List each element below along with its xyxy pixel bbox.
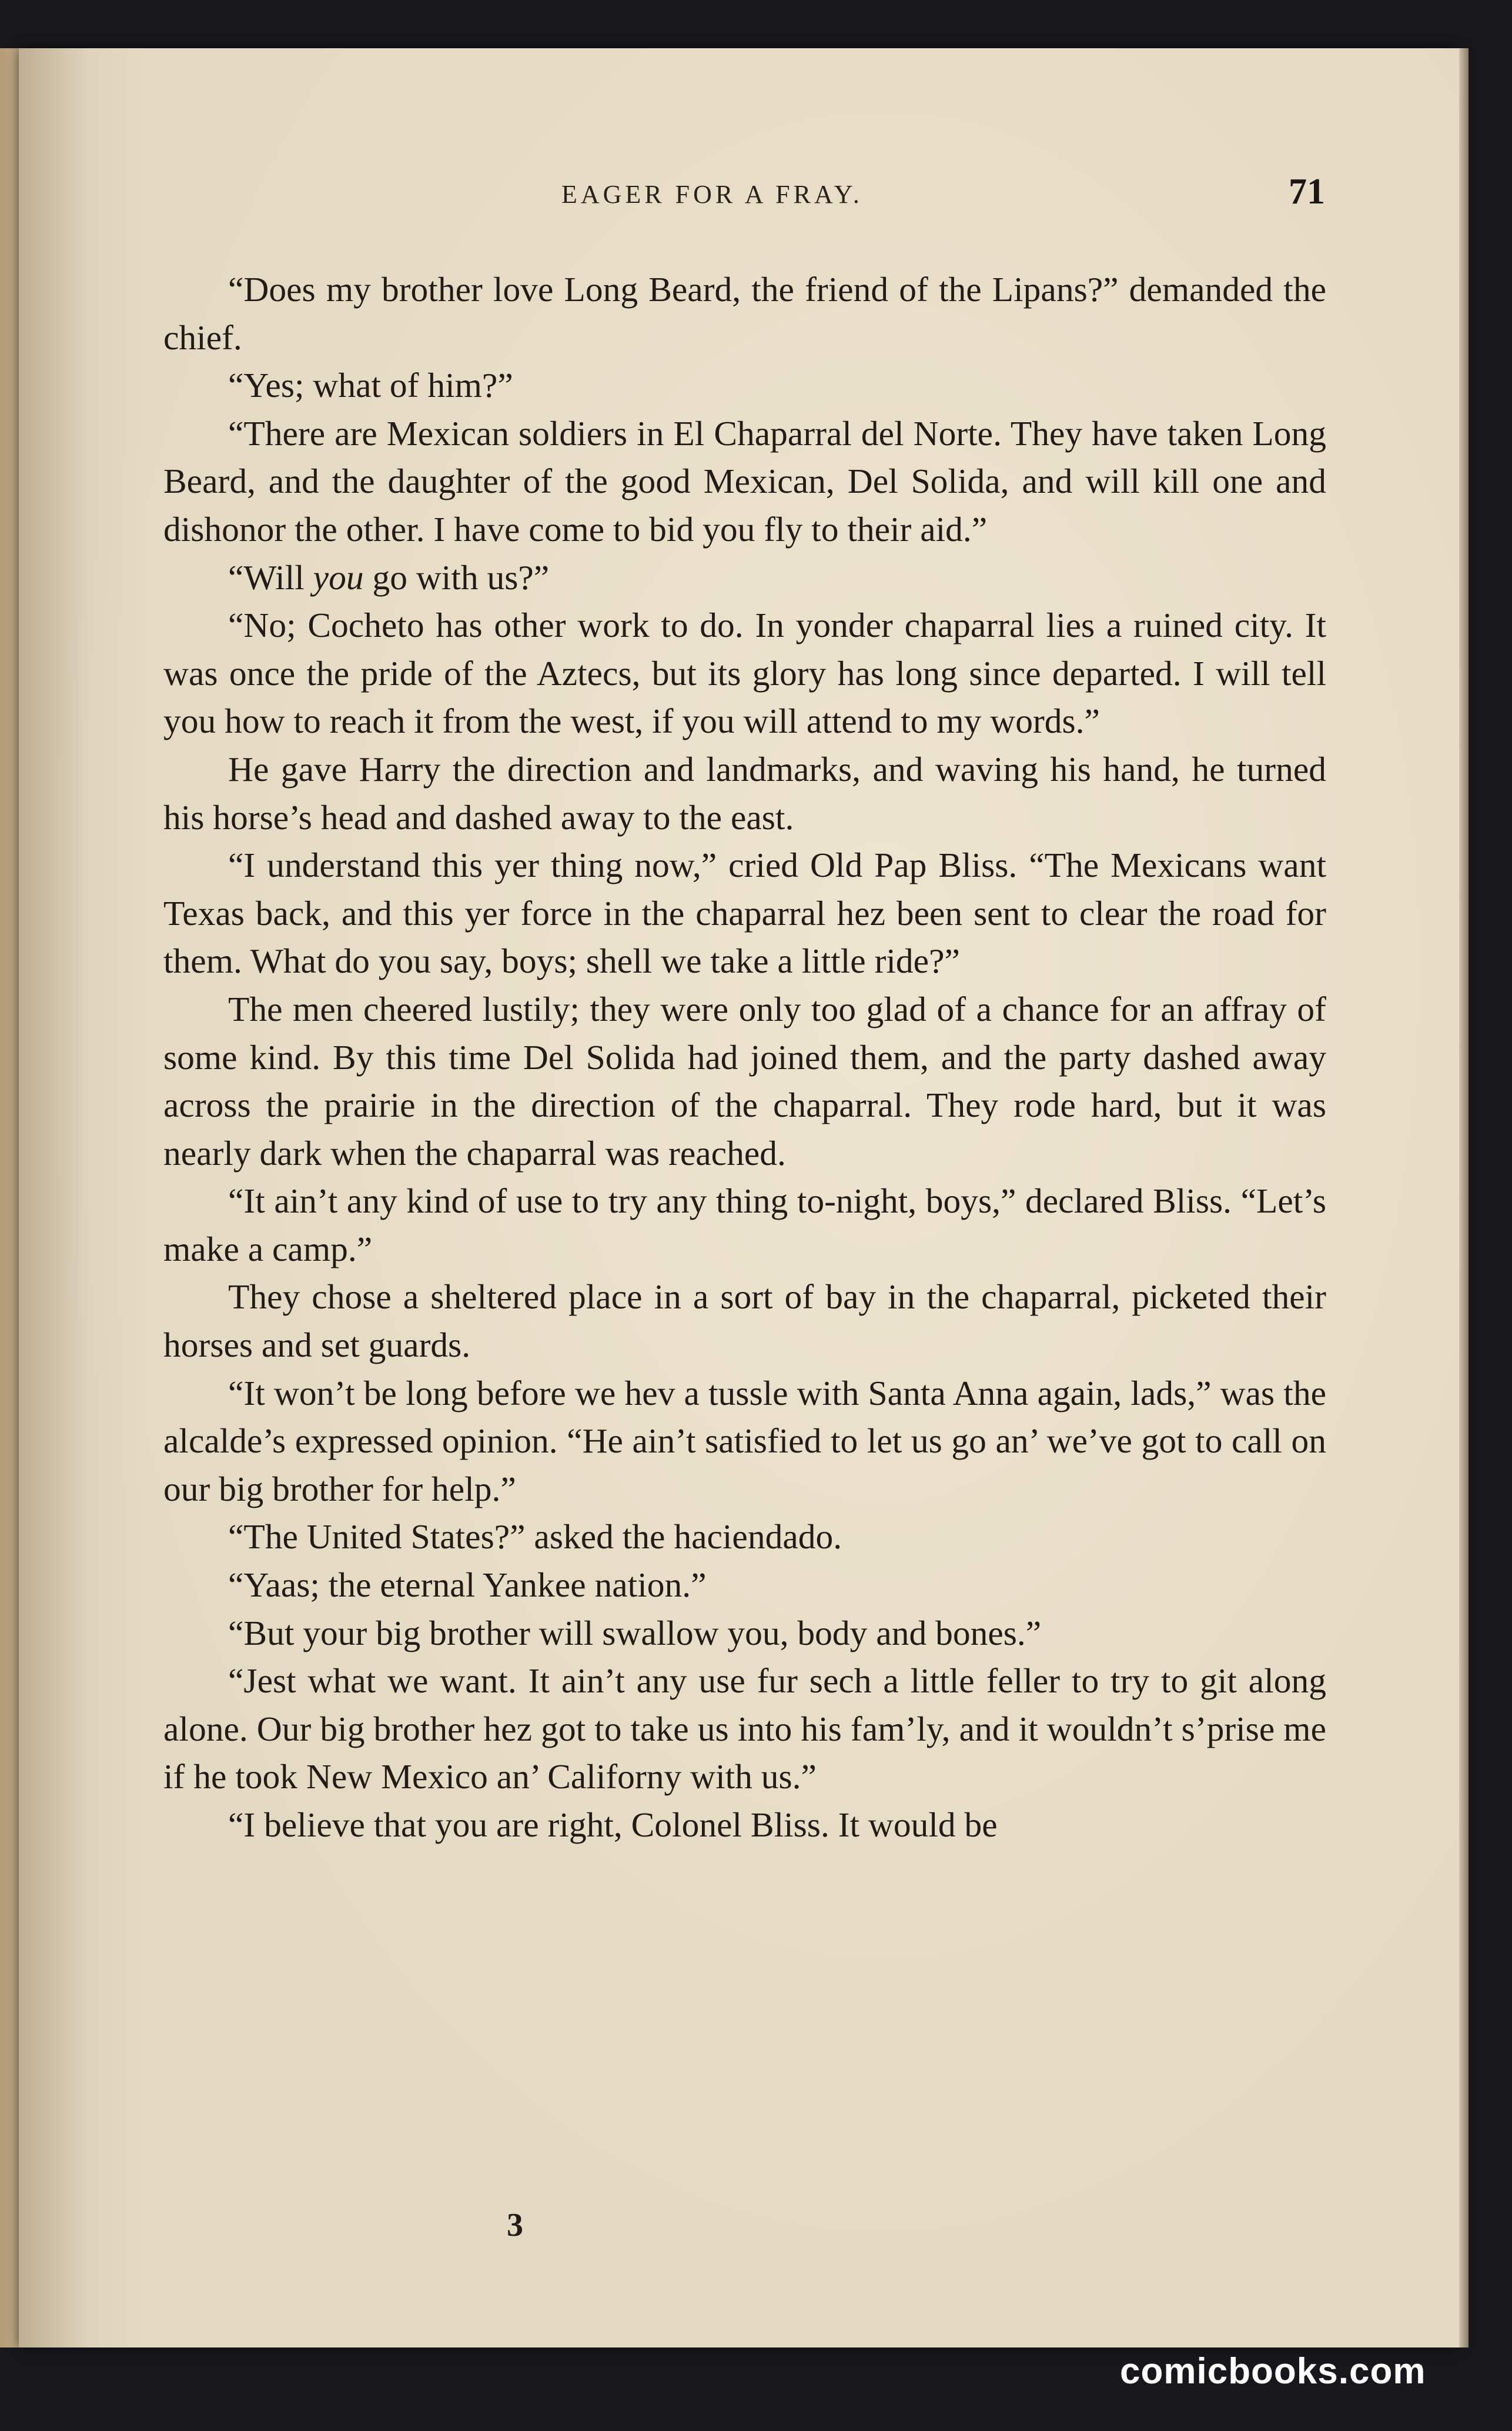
paragraph: “The United States?” asked the haciendado. <box>228 1517 842 1557</box>
site-watermark: comicbooks.com <box>1120 2351 1426 2392</box>
running-head: EAGER FOR A FRAY. <box>561 180 863 209</box>
emphasized-word: you <box>313 557 364 597</box>
paragraph: The men cheered lustily; they were only too glad of a chance for an affray of some kind. By this time Del Solida had joined them, and the party dashed away across the prairie in the direction of the chaparral. They rode hard, but it was nearly dark when the chaparral was reached. <box>163 989 1326 1173</box>
page-edge <box>1459 48 1468 2347</box>
paragraph: “Yaas; the eternal Yankee nation.” <box>228 1565 707 1605</box>
page-header <box>0 172 1512 226</box>
paragraph: He gave Harry the direction and landmarks, and waving his hand, he turned his horse’s head and dashed away to the east. <box>163 749 1326 837</box>
paragraph: “But your big brother will swallow you, body and bones.” <box>228 1613 1042 1652</box>
paragraph <box>163 554 1326 602</box>
page-number: 71 <box>1289 172 1325 212</box>
body-text <box>163 266 1326 1849</box>
paragraph: “There are Mexican soldiers in El Chaparral del Norte. They have taken Long Beard, and the daughter of the good Mexican, Del Solida, and will kill one and dishonor the other. I have come to bid you fly to their aid.” <box>163 413 1326 549</box>
paragraph: They chose a sheltered place in a sort of bay in the chaparral, picketed their horses and set guards. <box>163 1277 1326 1365</box>
paragraph: “No; Cocheto has other work to do. In yonder chaparral lies a ruined city. It was once the pride of the Aztecs, but its glory has long since departed. I will tell you how to reach it from the west, if you will attend to my words.” <box>163 606 1326 741</box>
paragraph-text: go with us?” <box>363 557 550 597</box>
paragraph: “It ain’t any kind of use to try any thing to-night, boys,” declared Bliss. “Let’s make a camp.” <box>163 1181 1326 1268</box>
paragraph: “I believe that you are right, Colonel Bliss. It would be <box>228 1805 998 1844</box>
paragraph-text: “Will <box>228 557 313 597</box>
signature-mark: 3 <box>507 2207 523 2243</box>
paragraph: “Yes; what of him?” <box>228 366 513 405</box>
paragraph: “I understand this yer thing now,” cried Old Pap Bliss. “The Mexicans want Texas back, and this yer force in the chaparral hez been sent to clear the road for them. What do you say, boys; shell we take a little ride?” <box>163 846 1326 981</box>
paragraph: “It won’t be long before we hev a tussle with Santa Anna again, lads,” was the alcalde’s expressed opinion. “He ain’t satisfied to let us go an’ we’ve got to call on our big brother for help.” <box>163 1373 1326 1508</box>
paragraph: “Does my brother love Long Beard, the friend of the Lipans?” demanded the chief. <box>163 270 1326 357</box>
paragraph: “Jest what we want. It ain’t any use fur sech a little feller to try to git along alone. Our big brother hez got to take us into his fam’ly, and it wouldn’t s’prise me if he took New Mexico an’ Californy with us.” <box>163 1661 1326 1796</box>
